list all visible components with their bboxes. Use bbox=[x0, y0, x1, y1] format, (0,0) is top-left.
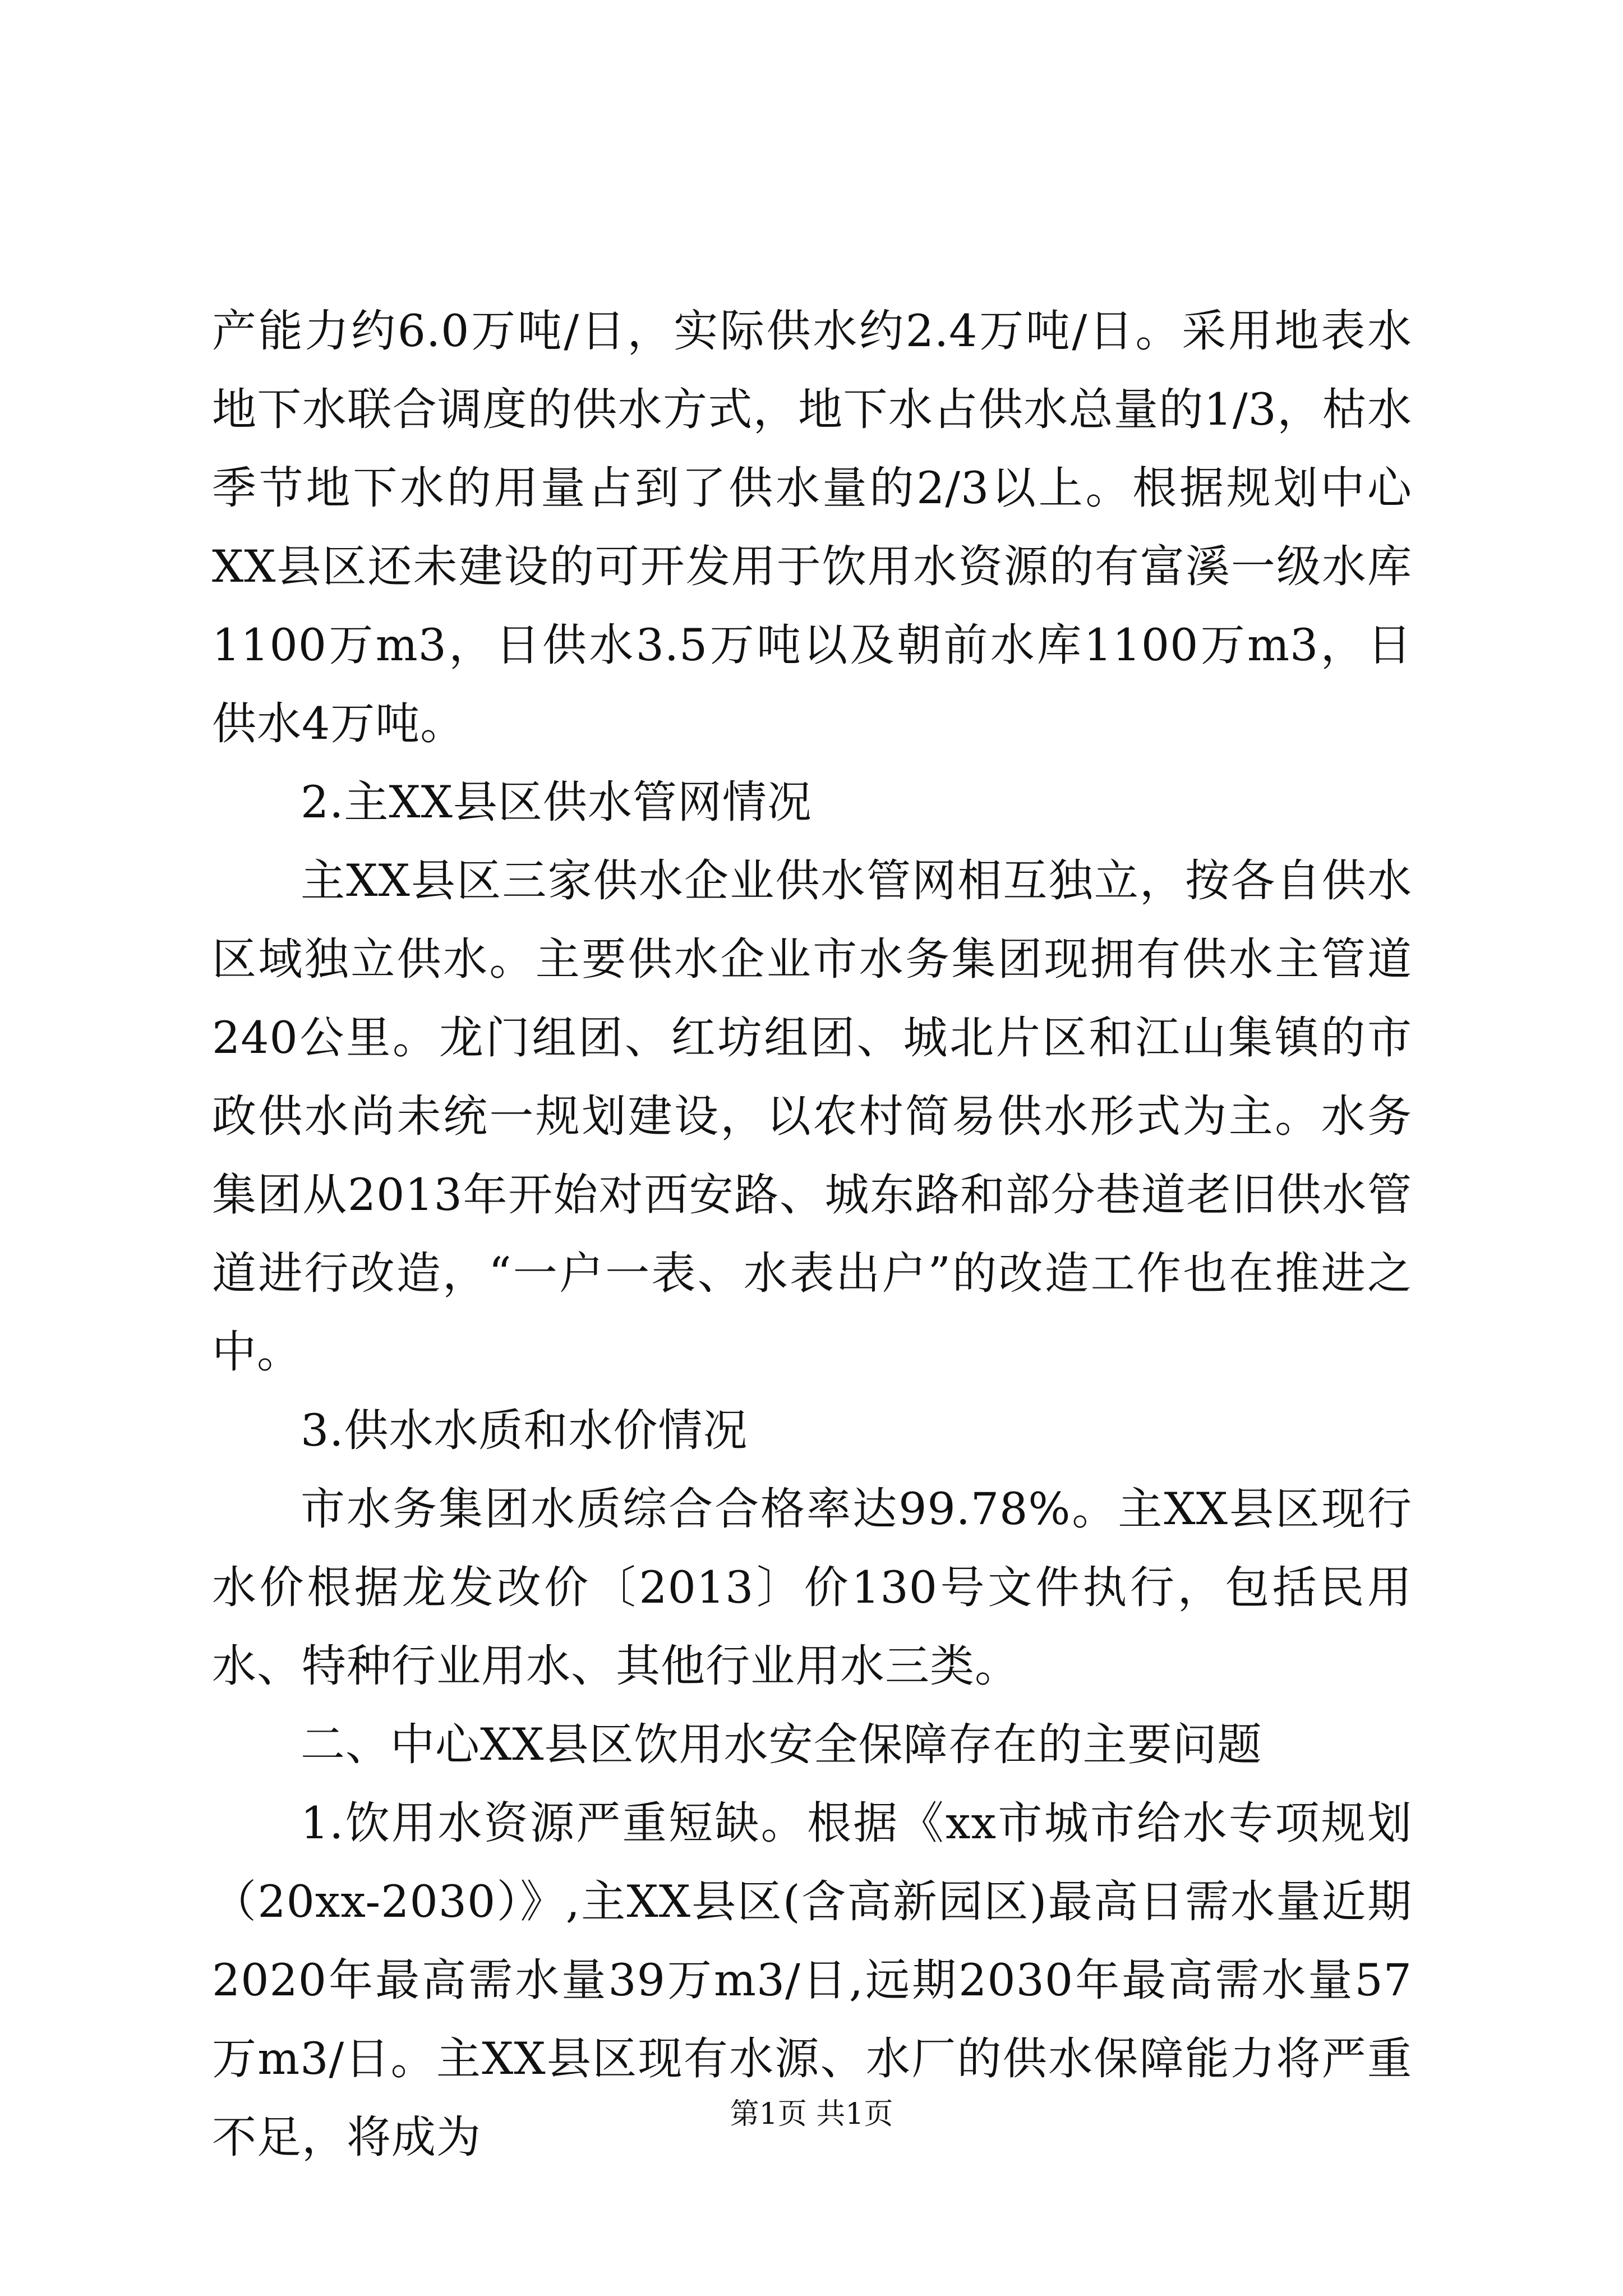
section-heading-pipe-network: 2.主XX县区供水管网情况 bbox=[301, 776, 812, 828]
page-footer: 第1页 共1页 bbox=[730, 2097, 893, 2131]
section-heading-water-quality-price: 3.供水水质和水价情况 bbox=[301, 1405, 748, 1456]
paragraph-pipe-network: 主XX县区三家供水企业供水管网相互独立，按各自供水区域独立供水。主要供水企业市水务集团现拥有供水主管道240公里。龙门组团、红坊组团、城北片区和江山集镇的市政供水尚未统一规划建设，以农村简易供水形式为主。水务集团从2013年开始对西安路、城东路和部分巷道老旧供水管道进行改造，“一户一表、水表出户”的改造工作也在推进之中。 bbox=[212, 855, 1412, 1378]
section-heading-main-problems: 二、中心XX县区饮用水安全保障存在的主要问题 bbox=[301, 1719, 1262, 1770]
paragraph-water-quality-price: 市水务集团水质综合合格率达99.78%。主XX县区现行水价根据龙发改价〔2013〕价130号文件执行，包括民用水、特种行业用水、其他行业用水三类。 bbox=[212, 1483, 1412, 1692]
paragraph-water-shortage: 1.饮用水资源严重短缺。根据《xx市城市给水专项规划（20xx-2030）》,主XX县区(含高新园区)最高日需水量近期2020年最高需水量39万m3/日,远期2030年最高需水量57万m3/日。主XX县区现有水源、水厂的供水保障能力将严重不足，将成为 bbox=[212, 1797, 1412, 2163]
document-body bbox=[212, 292, 1412, 2177]
paragraph-continuation: 产能力约6.0万吨/日，实际供水约2.4万吨/日。采用地表水地下水联合调度的供水方式，地下水占供水总量的1/3，枯水季节地下水的用量占到了供水量的2/3以上。根据规划中心XX县区还未建设的可开发用于饮用水资源的有富溪一级水库1100万m3，日供水3.5万吨以及朝前水库1100万m3，日供水4万吨。 bbox=[212, 305, 1412, 749]
